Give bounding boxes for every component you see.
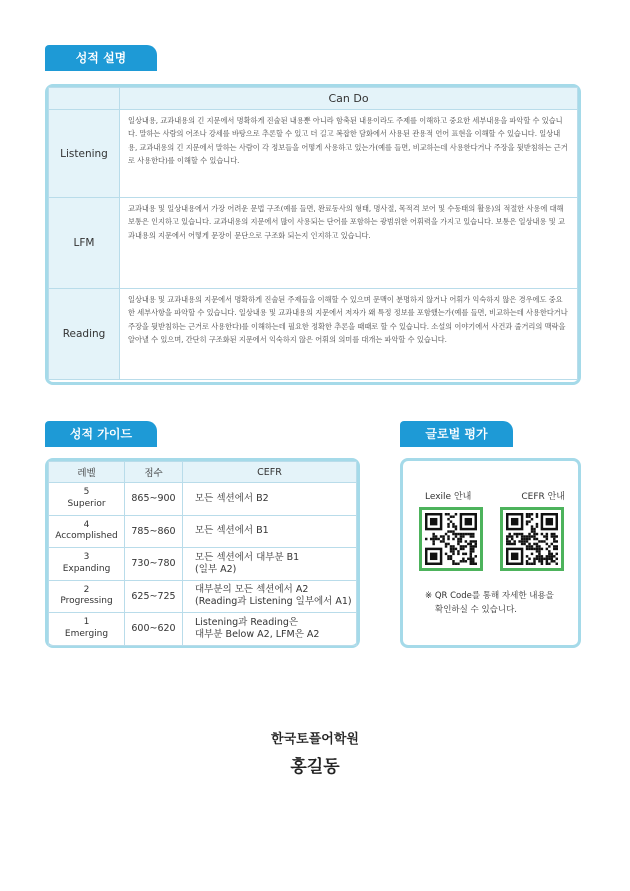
score-description-panel [45,84,581,385]
cefr-line-1: 모든 섹션에서 B1 [195,525,269,537]
cefr-line-1: 모든 섹션에서 대부분 B1 [195,551,300,563]
level-number: 5 [83,487,90,498]
qr-note-line-1: ※ QR Code를 통해 자세한 내용을 [425,591,554,601]
level-name: Expanding [62,563,111,574]
cefr-cell [183,548,357,581]
qr-note [425,589,575,617]
cefr-cell [183,613,357,646]
cefr-line-1: 모든 섹션에서 B2 [195,492,269,504]
level-number: 3 [83,552,90,563]
table-row [49,613,357,646]
lfm-area-label: LFM [49,198,120,289]
can-do-table [48,87,578,380]
cefr-cell [183,515,357,548]
listening-area-label: Listening [49,110,120,198]
score-range: 600~620 [125,613,183,646]
cefr-qr-code-icon[interactable] [500,507,564,571]
level-cell [49,515,125,548]
qr-note-line-2: 확인하실 수 있습니다. [435,605,518,615]
cefr-line-1: Listening과 Reading은 [195,616,299,628]
score-guide-panel [45,458,360,648]
cefr-header: CEFR [183,462,357,483]
reading-area-label: Reading [49,289,120,380]
level-cell [49,580,125,613]
score-guide-table [48,461,357,646]
student-name: 홍길동 [290,757,340,777]
cefr-cell [183,483,357,516]
lexile-qr-code-icon[interactable] [419,507,483,571]
cefr-line-2: (일부 A2) [195,563,237,575]
level-name: Emerging [64,628,109,639]
table-row [49,548,357,581]
area-header-cell [49,88,120,110]
cefr-line-2: (Reading과 Listening 일부에서 A1) [195,596,352,608]
can-do-header: Can Do [120,88,578,110]
score-guide-tab: 성적 가이드 [45,421,157,447]
score-range: 785~860 [125,515,183,548]
level-cell [49,613,125,646]
organization-name: 한국토플어학원 [271,732,359,747]
global-evaluation-panel [400,458,581,648]
global-evaluation-tab: 글로벌 평가 [400,421,513,447]
reading-can-do-text: 일상내용 및 교과내용의 지문에서 명확하게 진술된 주제들을 이해할 수 있으며 문맥이 분명하지 않거나 어휘가 익숙하지 않은 경우에도 중요한 세부사항을 파악할 수 있습니다. 일상내용 및 교과내용의 지문에서 저자가 왜 특정 정보를 포함했는가(예를 들면, 비교하는데 사용한다거나 주장을 뒷받침하는 근거로 사용한다)를 이해하는데 필요한 정확한 추론을 때때로 할 수 있습니다. 소설의 이야기에서 사건과 줄거리의 맥락을 알아낼 수 있으며, 간단히 구조화된 지문에서 익숙하지 않은 어휘의 의미를 대개는 파악할 수 있습니다. [120,289,578,380]
level-name: Accomplished [55,531,118,542]
level-number: 4 [83,519,90,530]
score-range: 625~725 [125,580,183,613]
level-number: 2 [83,584,90,595]
listening-can-do-text: 일상내용, 교과내용의 긴 지문에서 명확하게 진술된 내용뿐 아니라 함축된 내용이라도 주제를 이해하고 중요한 세부내용을 파악할 수 있습니다. 말하는 사람의 어조나 강세를 바탕으로 추론할 수 있고 더 길고 복잡한 담화에서 사용된 관용적 언어 표현을 이해할 수 있습니다. 일상내용, 교과내용의 긴 지문에서 말하는 사람이 각 정보들을 어떻게 사용하고 있는가(예를 들면, 비교하는데 사용한다거나 주장을 뒷받침하는 근거로 사용한다)를 이해할 수 있습니다. [120,110,578,198]
level-cell [49,548,125,581]
level-name: Progressing [60,596,113,607]
level-cell [49,483,125,516]
cefr-line-2: 대부분 Below A2, LFM은 A2 [195,628,320,640]
score-range: 865~900 [125,483,183,516]
table-row [49,483,357,516]
level-number: 1 [83,617,90,628]
cefr-line-1: 대부분의 모든 섹션에서 A2 [195,584,309,596]
cefr-cell [183,580,357,613]
level-name: Superior [67,498,106,509]
lfm-can-do-text: 교과내용 및 일상내용에서 가장 어려운 문법 구조(예를 들면, 완료동사의 형태, 명사절, 목적격 보어 및 수동태의 활용)의 적절한 사용에 대해 보통은 인지하고 있습니다. 교과내용의 지문에서 많이 사용되는 단어를 포함하는 광범위한 어휘력을 가지고 있습니다. 보통은 일상내용 및 교과내용의 지문에서 어떻게 문장이 문단으로 구조화 되는지 인지하고 있습니다. [120,198,578,289]
level-header: 레벨 [49,462,125,483]
lexile-label: Lexile 안내 [425,492,472,502]
cefr-guide-label: CEFR 안내 [521,492,565,502]
table-row [49,580,357,613]
score-range: 730~780 [125,548,183,581]
score-description-tab: 성적 설명 [45,45,157,71]
score-header: 점수 [125,462,183,483]
table-row [49,515,357,548]
